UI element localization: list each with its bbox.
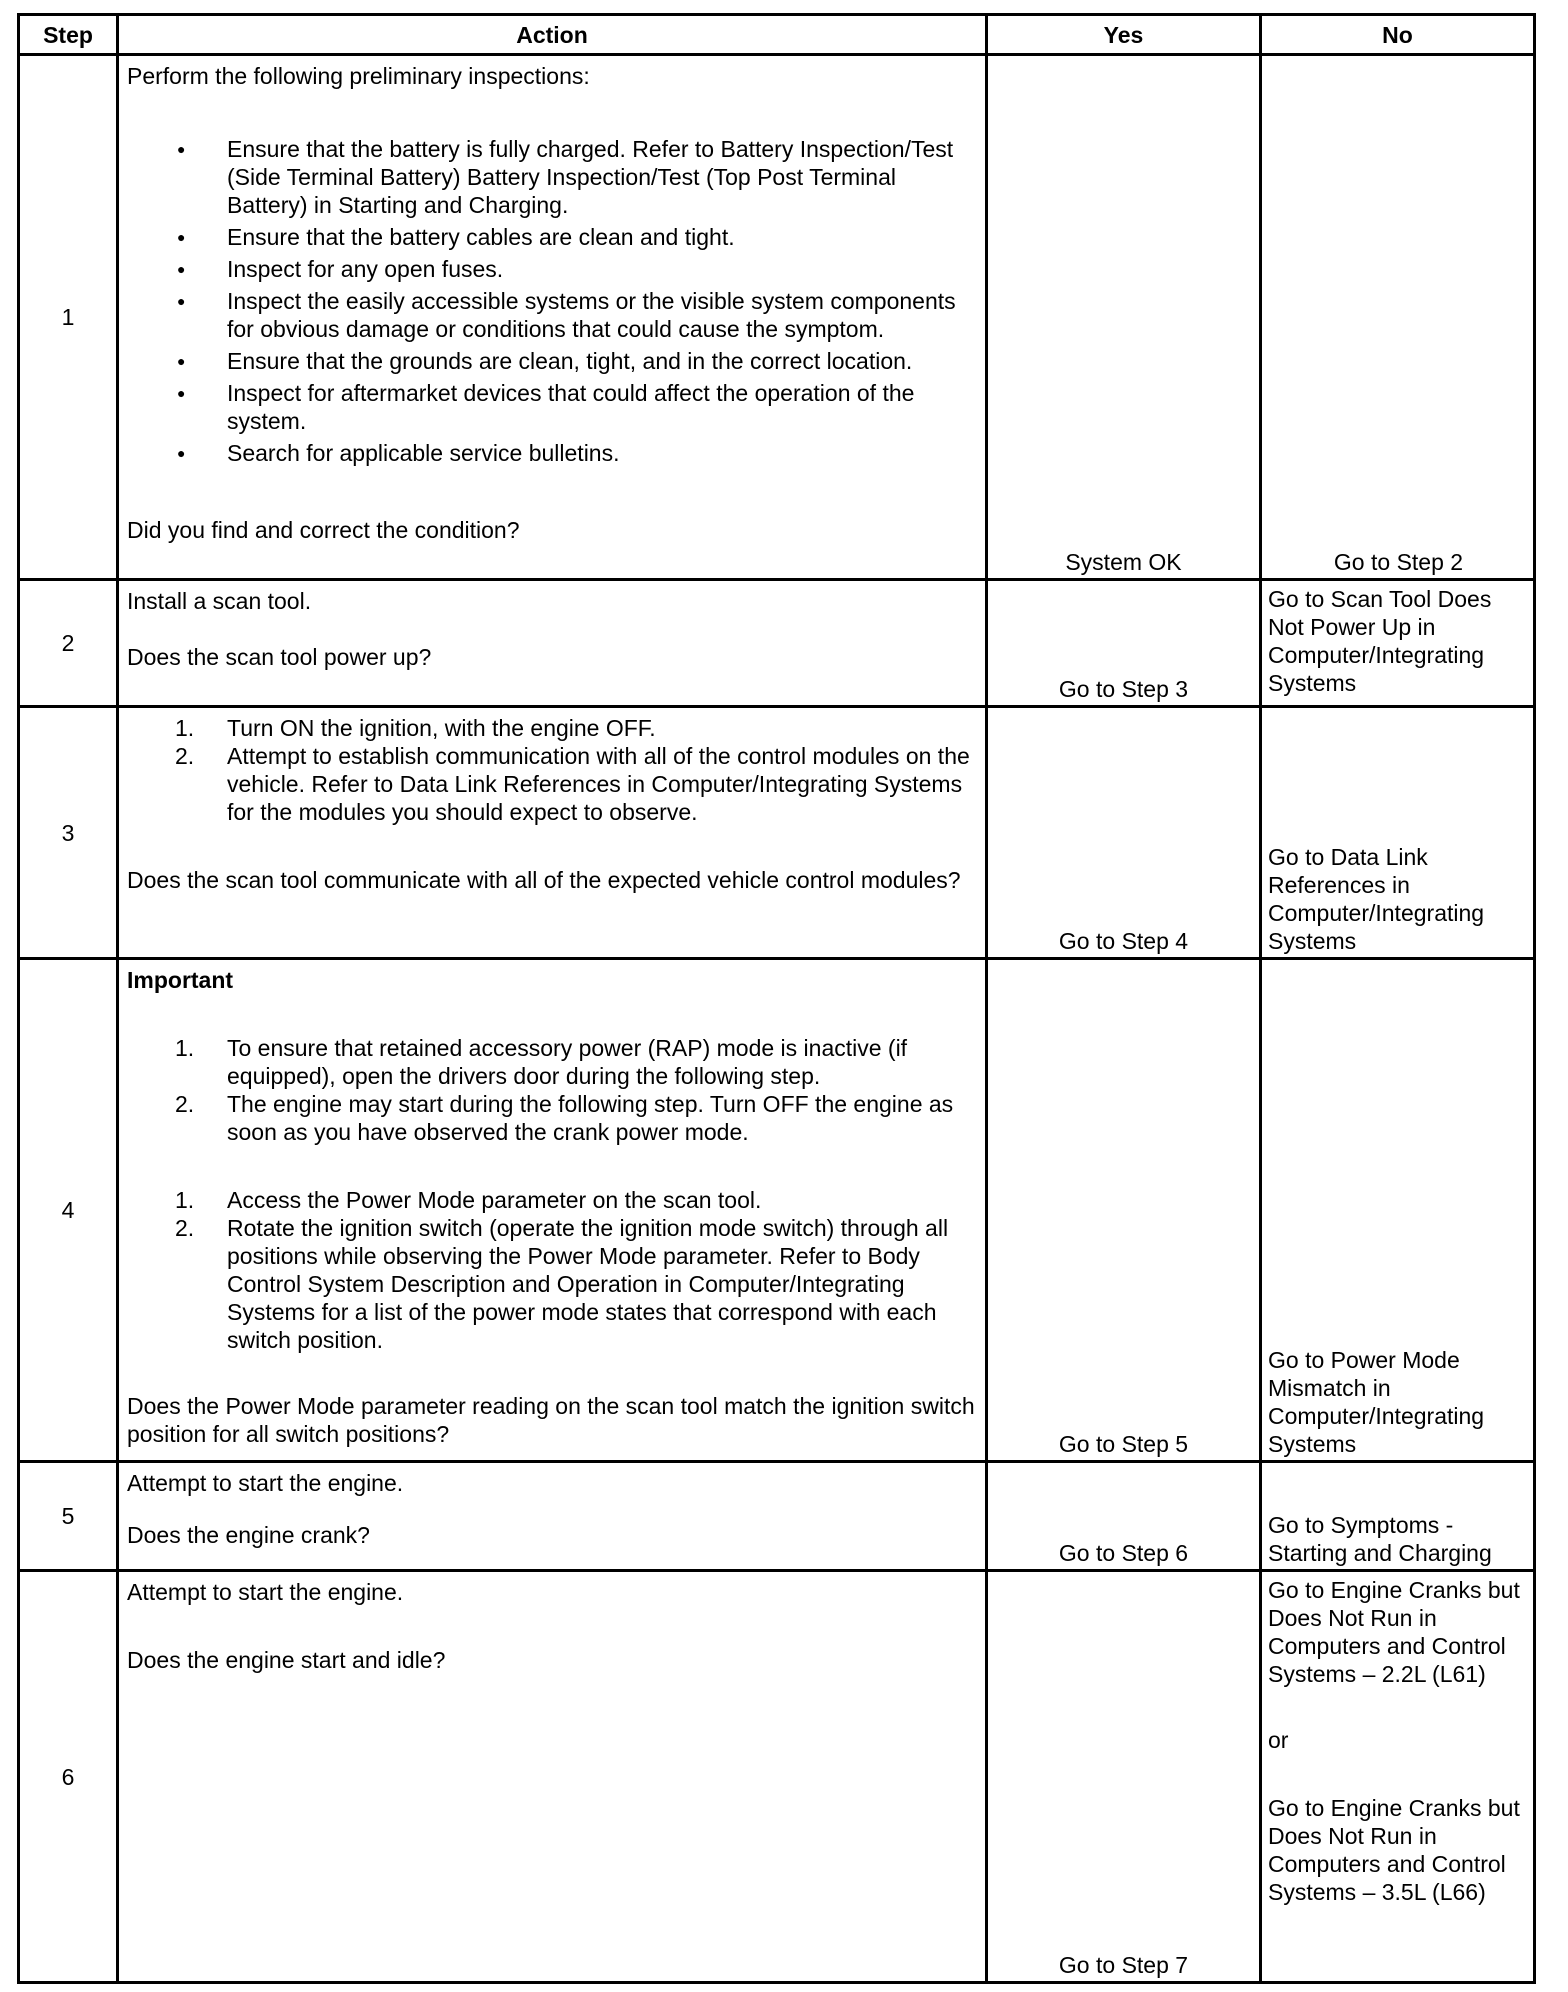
step-row-1 [19, 55, 1535, 580]
list-item: ● Inspect for aftermarket devices that could affect the operation of the system. [127, 379, 977, 435]
list-item [127, 714, 977, 742]
yes-cell [987, 580, 1261, 707]
action-cell [118, 707, 987, 959]
list-item: ● Ensure that the grounds are clean, tight, and in the correct location. [127, 347, 977, 375]
yes-cell [987, 1571, 1261, 1983]
action-intro: Perform the following preliminary inspections: [127, 63, 590, 89]
yes-answer: Go to Step 7 [1058, 1952, 1189, 1978]
inspection-list [127, 135, 977, 467]
numbered-list [127, 1186, 977, 1354]
list-item [127, 1034, 977, 1090]
action-question: Does the scan tool communicate with all of the expected vehicle control modules? [127, 867, 961, 893]
step-row-2 [19, 580, 1535, 707]
action-cell [118, 959, 987, 1462]
important-heading: Important [127, 967, 234, 993]
item-text: Turn ON the ignition, with the engine OFF. [227, 715, 656, 741]
header-row [19, 15, 1535, 55]
step-row-3 [19, 707, 1535, 959]
list-item [127, 1186, 977, 1214]
item-number: 2. [175, 743, 195, 769]
yes-cell [987, 1462, 1261, 1571]
step-number: 5 [19, 1462, 118, 1571]
list-item: ● Inspect the easily accessible systems or the visible system components for obvious damage or conditions that could cause the symptom. [127, 287, 977, 343]
action-cell [118, 55, 987, 580]
step-row-6 [19, 1571, 1535, 1983]
no-cell [1261, 1462, 1535, 1571]
no-answer: Go to Scan Tool Does Not Power Up in Computer/Integrating Systems [1268, 586, 1492, 696]
list-item [127, 742, 977, 826]
list-item [127, 1214, 977, 1354]
action-cell [118, 1571, 987, 1983]
item-number: 2. [175, 1215, 195, 1241]
step-row-5 [19, 1462, 1535, 1571]
yes-cell [987, 707, 1261, 959]
item-number: 1. [175, 1187, 195, 1213]
action-question: Does the scan tool power up? [127, 644, 432, 670]
item-number: 1. [175, 715, 195, 741]
item-number: 1. [175, 1035, 195, 1061]
no-answer: Go to Engine Cranks but Does Not Run in Computers and Control Systems – 3.5L (L66) [1268, 1795, 1520, 1905]
diagnostic-table [17, 13, 1536, 1984]
header-no: No [1261, 15, 1535, 55]
list-item: ● Ensure that the battery is fully charged. Refer to Battery Inspection/Test (Side Terminal Battery) Battery Inspection/Test (Top Post Terminal Battery) in Starting and Charging. [127, 135, 977, 219]
no-answer: Go to Engine Cranks but Does Not Run in Computers and Control Systems – 2.2L (L61) [1268, 1577, 1520, 1687]
step-number: 2 [19, 580, 118, 707]
header-step: Step [19, 15, 118, 55]
action-cell [118, 1462, 987, 1571]
no-cell [1261, 707, 1535, 959]
action-cell [118, 580, 987, 707]
yes-cell [987, 55, 1261, 580]
item-number: 2. [175, 1091, 195, 1117]
no-cell [1261, 55, 1535, 580]
yes-answer: Go to Step 4 [1058, 928, 1189, 954]
step-row-4 [19, 959, 1535, 1462]
step-number: 4 [19, 959, 118, 1462]
item-text: Rotate the ignition switch (operate the ignition mode switch) through all positions while observing the Power Mode parameter. Refer to Body Control System Description and Operation in Computer/Integrating Systems for a list of the power mode states that correspond with each switch position. [227, 1215, 949, 1353]
numbered-list [127, 714, 977, 826]
action-question: Does the engine start and idle? [127, 1647, 446, 1673]
list-item: ● Inspect for any open fuses. [127, 255, 977, 283]
numbered-list [127, 1034, 977, 1146]
action-question: Did you find and correct the condition? [127, 517, 520, 543]
action-question: Does the Power Mode parameter reading on the scan tool match the ignition switch position for all switch positions? [127, 1393, 975, 1447]
yes-answer: System OK [1065, 549, 1182, 575]
item-text: Access the Power Mode parameter on the scan tool. [227, 1187, 762, 1213]
no-cell [1261, 580, 1535, 707]
header-yes: Yes [987, 15, 1261, 55]
list-item: ● Ensure that the battery cables are clean and tight. [127, 223, 977, 251]
action-intro: Attempt to start the engine. [127, 1579, 404, 1605]
item-text: Attempt to establish communication with all of the control modules on the vehicle. Refer to Data Link References in Computer/Integrating Systems for the modules you should expect to observe. [227, 743, 970, 825]
item-text: To ensure that retained accessory power (RAP) mode is inactive (if equipped), open the drivers door during the following step. [227, 1035, 908, 1089]
step-number: 6 [19, 1571, 118, 1983]
no-answer-group [1268, 1576, 1529, 1906]
no-answer: Go to Data Link References in Computer/Integrating Systems [1268, 844, 1485, 954]
no-or-label: or [1268, 1727, 1289, 1753]
list-item [127, 1090, 977, 1146]
no-answer: Go to Step 2 [1333, 549, 1464, 575]
action-intro: Attempt to start the engine. [127, 1470, 404, 1496]
no-cell [1261, 1571, 1535, 1983]
yes-answer: Go to Step 6 [1058, 1540, 1189, 1566]
action-intro: Install a scan tool. [127, 588, 312, 614]
yes-cell [987, 959, 1261, 1462]
header-action: Action [118, 15, 987, 55]
no-cell [1261, 959, 1535, 1462]
yes-answer: Go to Step 3 [1058, 676, 1189, 702]
item-text: The engine may start during the following step. Turn OFF the engine as soon as you have observed the crank power mode. [227, 1091, 954, 1145]
no-answer: Go to Power Mode Mismatch in Computer/Integrating Systems [1268, 1347, 1485, 1457]
list-item: ● Search for applicable service bulletins. [127, 439, 977, 467]
yes-answer: Go to Step 5 [1058, 1431, 1189, 1457]
step-number: 1 [19, 55, 118, 580]
no-answer: Go to Symptoms - Starting and Charging [1268, 1512, 1492, 1566]
action-question: Does the engine crank? [127, 1522, 370, 1548]
step-number: 3 [19, 707, 118, 959]
